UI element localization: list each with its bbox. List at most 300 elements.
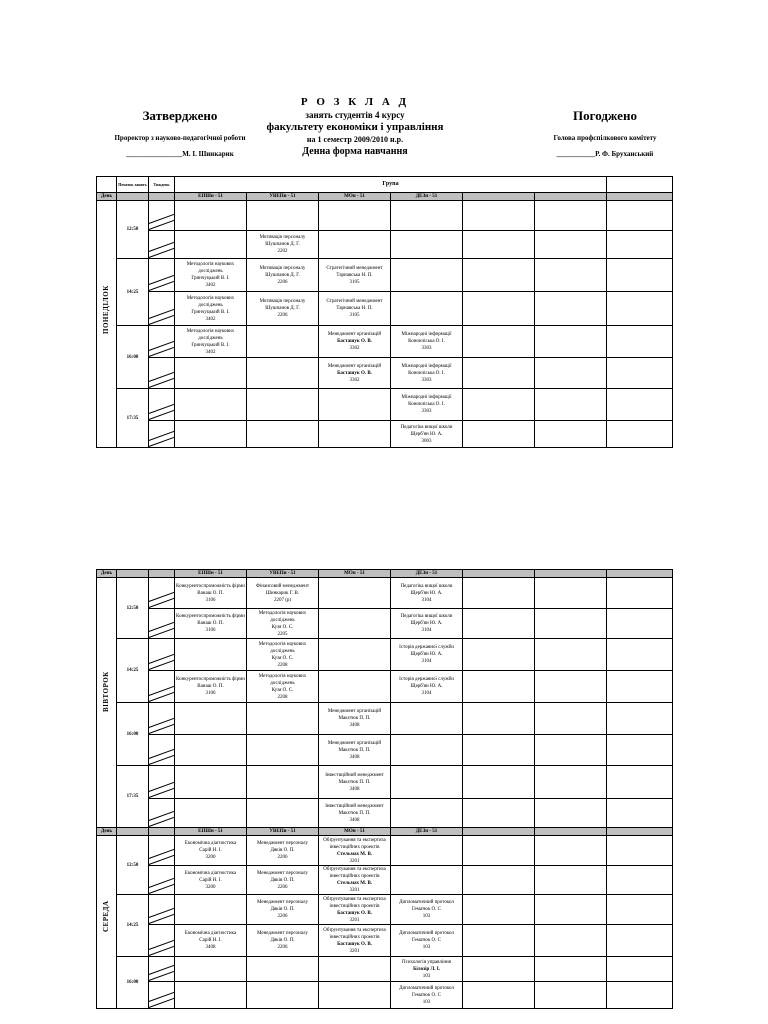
empty-cell xyxy=(391,292,463,326)
blank-cell xyxy=(463,828,535,836)
room-number: 3408 xyxy=(205,945,216,950)
schedule-row xyxy=(97,421,673,448)
teacher-name: Шинкарик Г. В. xyxy=(265,590,300,596)
lesson-cell xyxy=(247,259,319,292)
room-number: 3302 xyxy=(349,377,360,383)
course-title: Методологія наукових досліджень xyxy=(186,295,235,308)
empty-cell xyxy=(535,671,607,703)
empty-cell xyxy=(607,895,673,925)
teacher-name: Кузя О. С. xyxy=(271,655,294,661)
teacher-name: Кононліська О. І. xyxy=(408,339,445,344)
empty-cell xyxy=(175,389,247,421)
empty-cell xyxy=(535,201,607,231)
teacher-name: Тарнавська Н. П. xyxy=(336,272,373,278)
divider-line xyxy=(149,882,175,894)
empty-cell xyxy=(175,231,247,259)
divider-line xyxy=(149,652,175,664)
teacher-name: Сарій Н. І. xyxy=(199,938,222,943)
course-title: Психологія управління xyxy=(402,959,451,965)
empty-cell xyxy=(391,231,463,259)
teacher-name: Ванаш О. П. xyxy=(197,621,224,626)
week-parity-cell xyxy=(149,609,175,639)
room-number: 103 xyxy=(422,999,431,1005)
teacher-name: Білозір Л. І. xyxy=(413,966,440,972)
day-header: День xyxy=(97,193,117,201)
room-number: 3408 xyxy=(349,723,360,728)
lesson-cell xyxy=(175,671,247,703)
approval-role: Проректор з науково-педагогічної роботи xyxy=(114,134,246,142)
lesson-cell xyxy=(319,799,391,828)
empty-cell xyxy=(607,957,673,982)
lesson-cell xyxy=(391,895,463,925)
faculty-name: факультету економіки і управління xyxy=(266,121,444,133)
room-number: 3201 xyxy=(349,888,360,893)
teacher-name: Ванаш О. П. xyxy=(197,590,224,596)
room-number: 3201 xyxy=(349,948,360,954)
blank-cell xyxy=(535,570,607,578)
room-number: 3303 xyxy=(421,346,432,351)
teacher-name: Шушпанов Д. Г. xyxy=(265,306,300,311)
room-number: 2206 xyxy=(277,945,288,950)
week-label: Тиждень xyxy=(153,182,170,187)
course-title: Інвестиційний менеджмент xyxy=(325,772,384,778)
divider-line xyxy=(149,218,175,230)
empty-cell xyxy=(463,836,535,866)
schedule-row xyxy=(97,766,673,799)
empty-cell xyxy=(607,578,673,609)
empty-cell xyxy=(607,259,673,292)
empty-cell xyxy=(391,735,463,766)
room-number: 3408 xyxy=(349,754,360,760)
schedule-subtitle: занять студентів 4 курсу xyxy=(305,110,405,120)
lesson-cell xyxy=(391,639,463,671)
start-label: Початок занять xyxy=(118,182,147,187)
group-header: Група xyxy=(175,177,607,193)
empty-cell xyxy=(463,578,535,609)
empty-cell xyxy=(247,982,319,1009)
divider-line xyxy=(149,273,175,285)
empty-cell xyxy=(319,957,391,982)
course-title: Міжнародні інформації xyxy=(401,395,452,400)
empty-cell xyxy=(535,326,607,358)
divider-line xyxy=(149,339,175,351)
empty-cell xyxy=(535,836,607,866)
empty-cell xyxy=(175,982,247,1009)
week-parity-cell xyxy=(149,358,175,389)
lesson-cell xyxy=(391,358,463,389)
lesson-time: 17:35 xyxy=(117,389,149,448)
room-number: 3106 xyxy=(205,691,216,696)
empty-cell xyxy=(247,358,319,389)
divider-line xyxy=(149,279,175,291)
empty-cell xyxy=(247,389,319,421)
course-title: Обґрунтування та експертиза інвестиційних проектів xyxy=(323,896,386,909)
empty-cell xyxy=(535,421,607,448)
empty-cell xyxy=(319,609,391,639)
empty-cell xyxy=(463,957,535,982)
divider-line xyxy=(149,938,175,950)
lesson-cell xyxy=(175,326,247,358)
room-number: 3106 xyxy=(205,628,216,633)
divider-line xyxy=(149,847,175,859)
lesson-cell xyxy=(319,259,391,292)
empty-cell xyxy=(535,292,607,326)
divider-line xyxy=(149,753,175,765)
week-parity-cell xyxy=(149,799,175,828)
empty-cell xyxy=(463,201,535,231)
empty-cell xyxy=(607,389,673,421)
room-number: 3201 xyxy=(349,858,360,864)
room-number: 3003 xyxy=(421,438,432,444)
blank-cell xyxy=(607,193,673,201)
room-number: 3105 xyxy=(349,279,360,285)
empty-cell xyxy=(535,578,607,609)
lesson-time: 14:25 xyxy=(117,639,149,703)
empty-cell xyxy=(535,925,607,957)
teacher-name: Дяків О. П. xyxy=(270,877,295,883)
teacher-name: Щерб'ян Ю. А. xyxy=(410,590,443,596)
room-number: 3402 xyxy=(205,349,216,355)
empty-cell xyxy=(463,292,535,326)
schedule-title-block xyxy=(250,96,460,157)
empty-cell xyxy=(391,766,463,799)
empty-cell xyxy=(247,957,319,982)
teacher-name: Ванаш О. П. xyxy=(197,684,224,689)
empty-cell xyxy=(607,358,673,389)
course-title: Міжнародні інформації xyxy=(401,363,452,369)
table-header-row xyxy=(97,177,673,193)
course-title: Економічна діагностика xyxy=(184,841,237,846)
week-parity-cell xyxy=(149,578,175,609)
divider-line xyxy=(149,620,175,632)
day-name: ВІВТОРОК xyxy=(102,671,110,712)
week-header xyxy=(149,177,175,193)
day-cell xyxy=(97,836,117,1009)
schedule-row xyxy=(97,578,673,609)
empty-cell xyxy=(319,671,391,703)
week-parity-cell xyxy=(149,703,175,735)
teacher-name: Макєтюк П. П. xyxy=(338,716,371,721)
teacher-name: Гринчуцький В. І. xyxy=(191,309,230,315)
course-title: Методологія наукових досліджень xyxy=(258,641,307,654)
room-number: 2207 (р) xyxy=(273,597,292,603)
empty-cell xyxy=(319,639,391,671)
group-name: ЕПШн - 51 xyxy=(175,193,247,201)
divider-line xyxy=(149,376,175,388)
course-title: Менеджмент персоналу xyxy=(257,870,308,876)
teacher-name: Макєтюк П. П. xyxy=(338,810,371,816)
schedule-row xyxy=(97,358,673,389)
empty-cell xyxy=(463,421,535,448)
empty-cell xyxy=(535,259,607,292)
group-name: МОн - 51 xyxy=(319,828,391,836)
week-parity-cell xyxy=(149,836,175,866)
group-name: ДЕЗн - 51 xyxy=(391,828,463,836)
teacher-name: Гематюк О. С xyxy=(412,907,441,912)
empty-cell xyxy=(463,259,535,292)
course-title: Дипломатичний протокол xyxy=(399,931,454,936)
divider-line xyxy=(149,876,175,888)
approval-title: Затверджено xyxy=(142,108,218,123)
room-number: 3104 xyxy=(421,628,432,633)
week-parity-cell xyxy=(149,201,175,231)
teacher-name: Басташук О. В. xyxy=(337,370,372,376)
teacher-name: Щерб'ян Ю. А. xyxy=(410,431,443,437)
divider-line xyxy=(149,596,175,608)
group-names-row xyxy=(97,193,673,201)
empty-cell xyxy=(463,358,535,389)
lesson-cell xyxy=(391,326,463,358)
empty-cell xyxy=(175,799,247,828)
teacher-name: Кузя О. С. xyxy=(271,687,294,693)
group-name: УВЕПн - 51 xyxy=(247,193,319,201)
course-title: Менеджмент організацій xyxy=(327,363,382,369)
empty-cell xyxy=(463,925,535,957)
schedule-row xyxy=(97,671,673,703)
empty-cell xyxy=(535,766,607,799)
lesson-cell xyxy=(391,671,463,703)
teacher-name: Тарнавська Н. П. xyxy=(336,306,373,311)
teacher-name: Дяків О. П. xyxy=(270,938,295,943)
course-title: Обґрунтування та експертиза інвестиційних проектів xyxy=(323,927,386,940)
divider-line xyxy=(149,786,175,798)
divider-line xyxy=(149,345,175,357)
day-name: ПОНЕДІЛОК xyxy=(102,284,110,334)
week-parity-cell xyxy=(149,982,175,1009)
empty-cell xyxy=(247,421,319,448)
lesson-time: 16:00 xyxy=(117,326,149,389)
group-name: ДЕЗн - 51 xyxy=(391,570,463,578)
course-title: Дипломатичний протокол xyxy=(399,900,454,905)
blank-cell xyxy=(535,193,607,201)
week-parity-cell xyxy=(149,957,175,982)
empty-cell xyxy=(607,609,673,639)
room-number: 3408 xyxy=(349,817,360,823)
empty-cell xyxy=(607,671,673,703)
empty-cell xyxy=(463,982,535,1009)
lesson-time: 16:00 xyxy=(117,703,149,766)
blank-cell xyxy=(149,828,175,836)
day-header: День xyxy=(97,828,117,836)
room-number: 3303 xyxy=(421,409,432,414)
empty-cell xyxy=(535,703,607,735)
week-parity-cell xyxy=(149,735,175,766)
course-title: Педагогіка вищої школи xyxy=(400,583,453,589)
room-number: 3200 xyxy=(205,855,216,860)
blank-cell xyxy=(463,193,535,201)
divider-line xyxy=(149,690,175,702)
empty-cell xyxy=(535,895,607,925)
schedule-row xyxy=(97,703,673,735)
teacher-name: Гринчуцький В. І. xyxy=(191,342,230,348)
divider-line xyxy=(149,240,175,252)
group-name: МОн - 51 xyxy=(319,193,391,201)
empty-cell xyxy=(463,231,535,259)
schedule-row xyxy=(97,231,673,259)
week-parity-cell xyxy=(149,389,175,421)
teacher-name: Гринчуцький В. І. xyxy=(191,276,230,281)
empty-cell xyxy=(463,799,535,828)
day-cell xyxy=(97,578,117,828)
lesson-cell xyxy=(319,326,391,358)
lesson-cell xyxy=(319,925,391,957)
course-title: Конкурентоспроможність фірми xyxy=(176,614,245,619)
group-names-row xyxy=(97,570,673,578)
lesson-cell xyxy=(175,578,247,609)
empty-cell xyxy=(607,326,673,358)
room-number: 3104 xyxy=(421,691,432,696)
empty-cell xyxy=(535,866,607,895)
lesson-cell xyxy=(247,639,319,671)
blank-cell xyxy=(463,570,535,578)
empty-cell xyxy=(247,703,319,735)
room-number: 3105 xyxy=(349,313,360,318)
empty-cell xyxy=(319,982,391,1009)
empty-cell xyxy=(607,982,673,1009)
semester-label: на 1 семестр 2009/2010 н.р. xyxy=(306,135,404,144)
schedule-row xyxy=(97,292,673,326)
lesson-cell xyxy=(319,895,391,925)
lesson-cell xyxy=(247,925,319,957)
blank-cell xyxy=(149,193,175,201)
course-title: Педагогіка вищої школи xyxy=(400,614,453,619)
course-title: Конкурентоспроможність фірми xyxy=(176,677,245,682)
group-name: ЕПШн - 51 xyxy=(175,828,247,836)
course-title: Економічна діагностика xyxy=(184,931,237,936)
blank-cell xyxy=(117,828,149,836)
course-title: Мотивація персоналу xyxy=(259,299,306,304)
week-parity-cell xyxy=(149,421,175,448)
week-parity-cell xyxy=(149,925,175,957)
room-number: 3402 xyxy=(205,316,216,322)
empty-cell xyxy=(535,389,607,421)
empty-cell xyxy=(319,201,391,231)
empty-cell xyxy=(607,925,673,957)
course-title: Методологія наукових досліджень xyxy=(258,673,307,686)
empty-cell xyxy=(463,609,535,639)
empty-cell xyxy=(607,231,673,259)
room-number: 2208 xyxy=(277,694,288,700)
group-name: ЕПШн - 51 xyxy=(175,570,247,578)
teacher-name: Кононліська О. І. xyxy=(408,370,445,376)
lesson-cell xyxy=(319,735,391,766)
lesson-time: 12:50 xyxy=(117,836,149,895)
room-number: 3200 xyxy=(205,884,216,890)
divider-line xyxy=(149,996,175,1008)
group-name: УВЕПн - 51 xyxy=(247,828,319,836)
course-title: Менеджмент персоналу xyxy=(257,841,308,846)
empty-cell xyxy=(463,326,535,358)
lesson-cell xyxy=(391,609,463,639)
group-name: ДЕЗн - 51 xyxy=(391,193,463,201)
blank-cell xyxy=(535,828,607,836)
empty-cell xyxy=(607,703,673,735)
divider-line xyxy=(149,658,175,670)
room-number: 3201 xyxy=(349,917,360,923)
group-names-row xyxy=(97,828,673,836)
lesson-cell xyxy=(175,925,247,957)
course-title: Мотивація персоналу xyxy=(259,265,306,271)
lesson-cell xyxy=(319,703,391,735)
empty-cell xyxy=(463,895,535,925)
lesson-time: 12:50 xyxy=(117,201,149,259)
empty-cell xyxy=(463,866,535,895)
empty-cell xyxy=(391,201,463,231)
course-title: Економічна діагностика xyxy=(184,870,237,876)
lesson-time: 12:50 xyxy=(117,578,149,639)
course-title: Менеджмент персоналу xyxy=(257,900,308,905)
lesson-cell xyxy=(391,578,463,609)
schedule-row xyxy=(97,609,673,639)
blank-cell xyxy=(117,193,149,201)
blank-cell xyxy=(607,828,673,836)
schedule-title: Р О З К Л А Д xyxy=(300,96,410,108)
empty-cell xyxy=(175,201,247,231)
schedule-row xyxy=(97,735,673,766)
day-cell xyxy=(97,201,117,448)
schedule-row xyxy=(97,326,673,358)
empty-cell xyxy=(391,259,463,292)
empty-cell xyxy=(463,766,535,799)
empty-cell xyxy=(535,639,607,671)
lesson-cell xyxy=(247,836,319,866)
room-number: 3104 xyxy=(421,659,432,664)
empty-cell xyxy=(607,735,673,766)
empty-cell xyxy=(607,201,673,231)
empty-cell xyxy=(319,578,391,609)
course-title: Історія державної служби xyxy=(399,645,454,650)
divider-line xyxy=(149,722,175,734)
divider-line xyxy=(149,780,175,792)
week-parity-cell xyxy=(149,259,175,292)
blank-cell xyxy=(117,570,149,578)
divider-line xyxy=(149,246,175,258)
empty-cell xyxy=(175,421,247,448)
empty-cell xyxy=(247,326,319,358)
schedule-row xyxy=(97,389,673,421)
teacher-name: Дяків О. П. xyxy=(270,848,295,853)
schedule-row xyxy=(97,836,673,866)
course-title: Менеджмент організацій xyxy=(327,332,382,337)
teacher-name: Шушпанов Д. Г. xyxy=(265,272,300,278)
course-title: Педагогіка вищої школи xyxy=(400,424,453,430)
room-number: 103 xyxy=(422,945,431,950)
course-title: Стратегічний менеджмент xyxy=(326,265,383,271)
lesson-cell xyxy=(175,866,247,895)
schedule-row xyxy=(97,639,673,671)
divider-line xyxy=(149,912,175,924)
course-title: Менеджмент організацій xyxy=(327,709,382,714)
room-number: 3408 xyxy=(349,786,360,792)
room-number: 3303 xyxy=(421,377,432,383)
room-number: 3302 xyxy=(349,346,360,351)
room-number: 2206 xyxy=(277,884,288,890)
study-form: Денна форма навчання xyxy=(302,146,408,157)
monday-schedule-table xyxy=(96,176,673,448)
lesson-cell xyxy=(175,292,247,326)
lesson-cell xyxy=(175,609,247,639)
lesson-cell xyxy=(319,866,391,895)
divider-line xyxy=(149,853,175,865)
teacher-name: Кузя О. С. xyxy=(271,624,294,630)
empty-cell xyxy=(175,895,247,925)
lesson-cell xyxy=(391,982,463,1009)
schedule-row xyxy=(97,895,673,925)
schedule-row xyxy=(97,866,673,895)
teacher-name: Басташук О. В. xyxy=(337,910,372,916)
empty-cell xyxy=(535,799,607,828)
divider-line xyxy=(149,906,175,918)
